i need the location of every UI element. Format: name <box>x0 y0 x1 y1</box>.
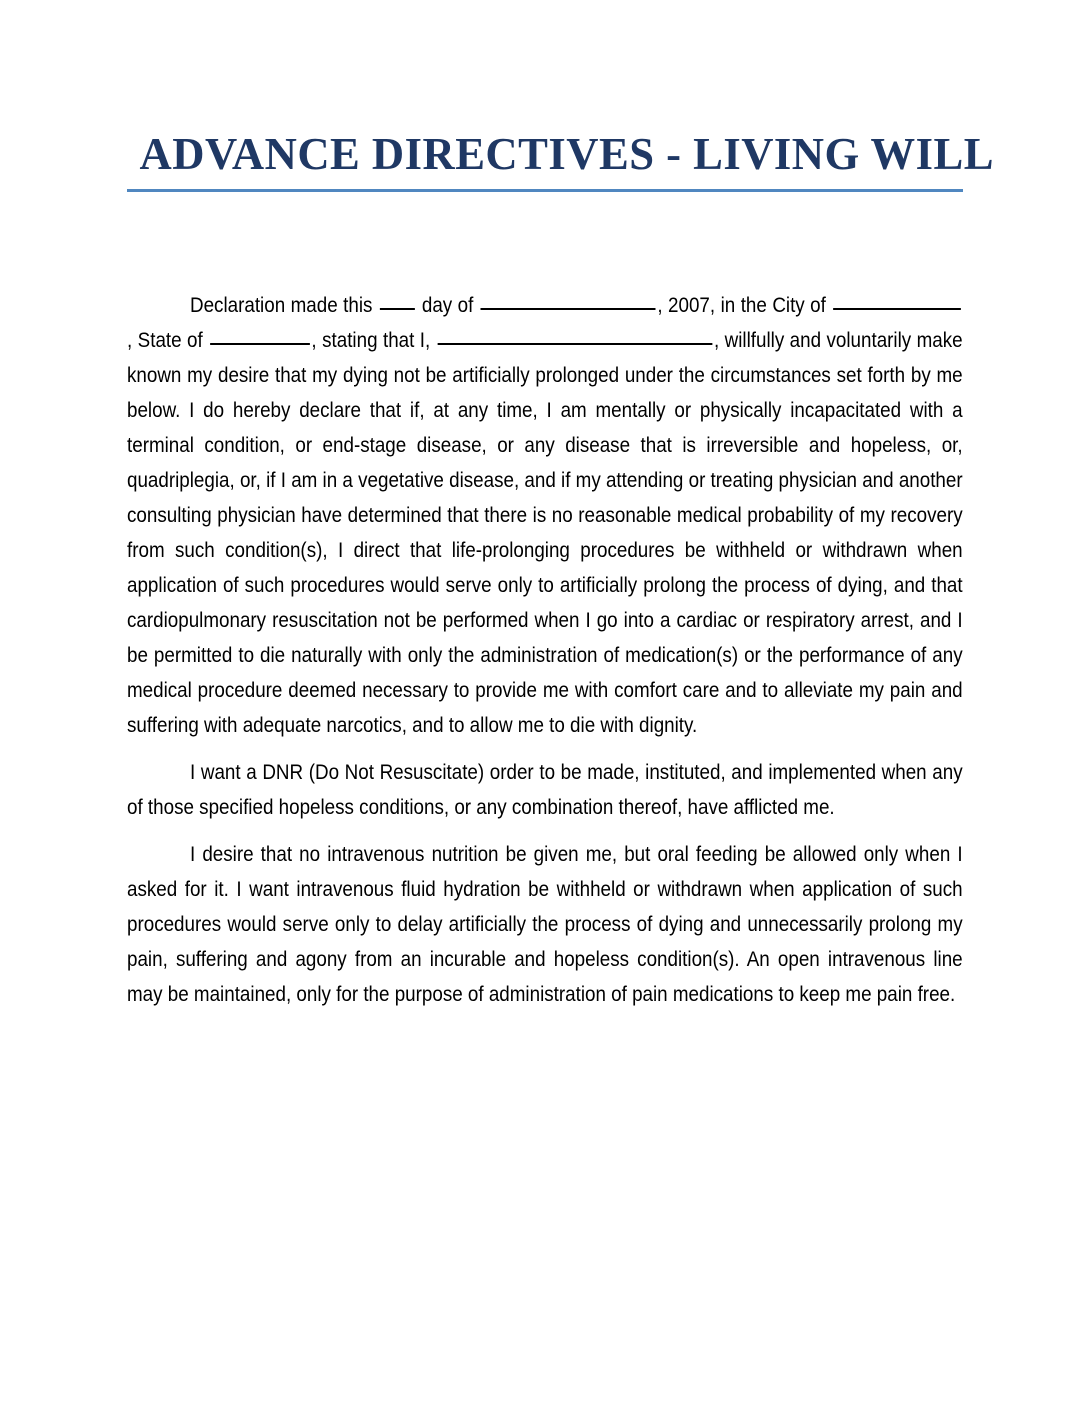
title-underline-rule <box>127 189 963 192</box>
declaration-lead-in: Declaration made this <box>190 293 373 317</box>
name-blank-field[interactable] <box>437 326 712 345</box>
declaration-year: , 2007, in the City of <box>657 293 826 317</box>
nutrition-paragraph <box>127 837 963 1012</box>
declaration-name-trailing: , <box>713 328 720 352</box>
day-blank-field[interactable] <box>380 291 415 310</box>
declaration-state-label: , State of <box>127 328 203 352</box>
month-blank-field[interactable] <box>481 291 656 310</box>
page-title: ADVANCE DIRECTIVES - LIVING WILL <box>139 128 994 179</box>
declaration-after-day: day of <box>421 293 474 317</box>
city-blank-field[interactable] <box>833 291 961 310</box>
declaration-paragraph <box>127 288 963 743</box>
state-blank-field[interactable] <box>210 326 310 345</box>
declaration-stating-that: , stating that I, <box>311 328 431 352</box>
declaration-body-text: willfully and voluntarily make known my desire that my dying not be artificially prolonged under the circumstances set forth by me below. I do hereby declare that if, at any time, I am mentally or physically incapacitated with a terminal condition, or end-stage disease, or any disease that is irreversible and hopeless, or, quadriplegia, or, if I am in a vegetative disease, and if my attending or treating physician and another consulting physician have determined that there is no reasonable medical probability of my recovery from such condition(s), I direct that life-prolonging procedures be withheld or withdrawn when application of such procedures would serve only to artificially prolong the process of dying, and that cardiopulmonary resuscitation not be performed when I go into a cardiac or respiratory arrest, and I be permitted to die naturally with only the administration of medication(s) or the performance of any medical procedure deemed necessary to provide me with comfort care and to alleviate my pain and suffering with adequate narcotics, and to allow me to die with dignity. <box>127 328 963 737</box>
document-body <box>127 288 963 1012</box>
nutrition-paragraph-text: I desire that no intravenous nutrition be given me, but oral feeding be allowed only when I asked for it. I want intravenous fluid hydration be withheld or withdrawn when application of such procedures would serve only to delay artificially the process of dying and unnecessarily prolong my pain, suffering and agony from an incurable and hopeless condition(s). An open intravenous line may be maintained, only for the purpose of administration of pain medications to keep me pain free. <box>127 842 963 1006</box>
title-block <box>127 126 994 192</box>
dnr-paragraph-text: I want a DNR (Do Not Resuscitate) order to be made, instituted, and implemented when any of those specified hopeless conditions, or any combination thereof, have afflicted me. <box>127 760 963 819</box>
dnr-paragraph <box>127 755 963 825</box>
